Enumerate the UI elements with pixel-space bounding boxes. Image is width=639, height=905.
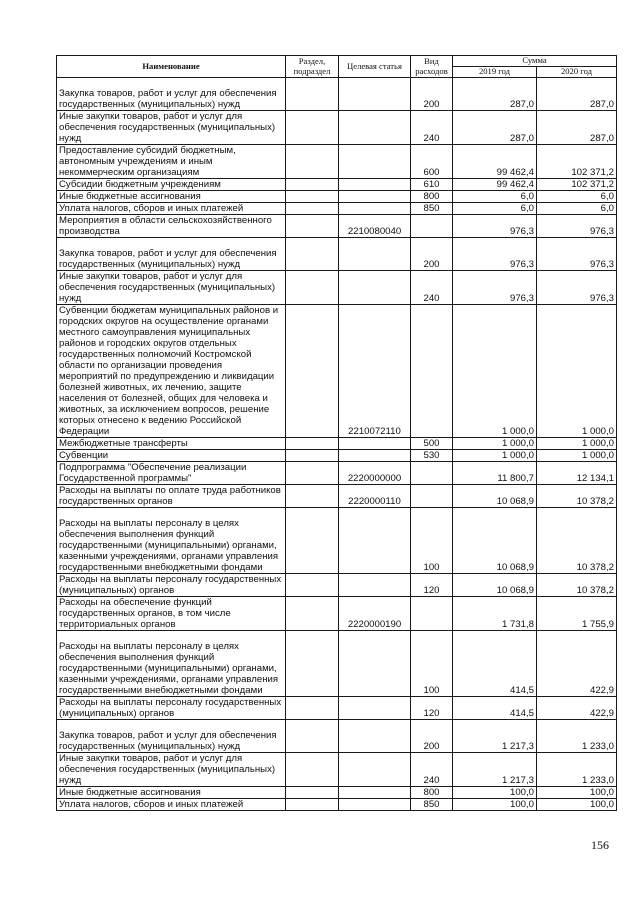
row-target: [339, 179, 411, 191]
row-amount-2019: 10 068,9: [453, 574, 537, 597]
row-amount-2019: 414,5: [453, 697, 537, 720]
row-section: [286, 597, 339, 631]
row-kind: 200: [411, 238, 453, 271]
table-header: [57, 56, 617, 78]
row-kind: 120: [411, 697, 453, 720]
row-amount-2019: 99 462,4: [453, 145, 537, 179]
row-name: Межбюджетные трансферты: [57, 438, 286, 450]
row-amount-2019: 1 217,3: [453, 720, 537, 753]
row-kind: [411, 597, 453, 631]
row-kind: 240: [411, 111, 453, 145]
row-name: Закупка товаров, работ и услуг для обеспечения государственных (муниципальных) нужд: [57, 78, 286, 111]
row-amount-2020: 1 233,0: [537, 753, 617, 787]
row-target: 2210080040: [339, 215, 411, 238]
row-target: [339, 574, 411, 597]
row-name: Иные закупки товаров, работ и услуг для обеспечения государственных (муниципальных) нужд: [57, 753, 286, 787]
row-target: [339, 191, 411, 203]
row-amount-2020: 287,0: [537, 111, 617, 145]
table-row: [57, 597, 617, 631]
table-row: [57, 145, 617, 179]
row-target: 2220000000: [339, 462, 411, 485]
row-section: [286, 485, 339, 508]
row-amount-2020: 976,3: [537, 215, 617, 238]
row-target: [339, 450, 411, 462]
table-row: [57, 215, 617, 238]
row-amount-2020: 976,3: [537, 271, 617, 305]
budget-table: [56, 55, 617, 811]
row-name: Расходы на выплаты персоналу государственных (муниципальных) органов: [57, 574, 286, 597]
table-row: [57, 238, 617, 271]
table-row: [57, 720, 617, 753]
table-row: [57, 271, 617, 305]
row-name: Предоставление субсидий бюджетным, автономным учреждениям и иным некоммерческим организациям: [57, 145, 286, 179]
row-target: [339, 799, 411, 811]
row-section: [286, 631, 339, 697]
row-section: [286, 462, 339, 485]
row-section: [286, 271, 339, 305]
row-amount-2019: 976,3: [453, 271, 537, 305]
row-amount-2019: 976,3: [453, 215, 537, 238]
header-target: Целевая статья: [339, 56, 411, 78]
row-name: Расходы на обеспечение функций государственных органов, в том числе территориальных органов: [57, 597, 286, 631]
row-amount-2019: 1 000,0: [453, 450, 537, 462]
row-amount-2019: 11 800,7: [453, 462, 537, 485]
row-amount-2019: 1 217,3: [453, 753, 537, 787]
row-name: Расходы на выплаты персоналу в целях обеспечения выполнения функций государственными (муниципальными) органами, казенными учреждениями, органами управления государственными внебюджетными фондами: [57, 631, 286, 697]
row-kind: 100: [411, 631, 453, 697]
row-name: Субвенции бюджетам муниципальных районов и городских округов на осуществление органами местного самоуправления муниципальных районов и городских округов отдельных государственных полномочий Костромской области по организации проведения мероприятий по предупреждению и ликвидации болезней животных, их лечению, защите населения от болезней, общих для человека и животных, за исключением вопросов, решение которых отнесено к ведению Российской Федерации: [57, 305, 286, 438]
row-amount-2019: 287,0: [453, 111, 537, 145]
row-kind: 600: [411, 145, 453, 179]
row-target: [339, 697, 411, 720]
row-amount-2020: 10 378,2: [537, 508, 617, 574]
row-section: [286, 787, 339, 799]
row-kind: 200: [411, 720, 453, 753]
row-kind: 850: [411, 203, 453, 215]
row-section: [286, 191, 339, 203]
table-row: [57, 305, 617, 438]
row-amount-2020: 1 000,0: [537, 438, 617, 450]
row-target: 2220000190: [339, 597, 411, 631]
row-name: Иные закупки товаров, работ и услуг для обеспечения государственных (муниципальных) нужд: [57, 111, 286, 145]
row-kind: [411, 215, 453, 238]
row-name: Иные бюджетные ассигнования: [57, 191, 286, 203]
table-row: [57, 191, 617, 203]
row-name: Уплата налогов, сборов и иных платежей: [57, 203, 286, 215]
header-section: Раздел, подраздел: [286, 56, 339, 78]
table-row: [57, 450, 617, 462]
table-row: [57, 462, 617, 485]
row-amount-2019: 6,0: [453, 203, 537, 215]
table-body: [57, 78, 617, 811]
row-section: [286, 305, 339, 438]
row-amount-2020: 10 378,2: [537, 485, 617, 508]
header-year-2019: 2019 год: [453, 67, 537, 78]
row-amount-2020: 976,3: [537, 238, 617, 271]
row-section: [286, 78, 339, 111]
row-kind: 240: [411, 271, 453, 305]
row-amount-2020: 6,0: [537, 191, 617, 203]
row-kind: 120: [411, 574, 453, 597]
row-kind: 100: [411, 508, 453, 574]
row-amount-2020: 100,0: [537, 787, 617, 799]
row-kind: 500: [411, 438, 453, 450]
row-name: Расходы на выплаты по оплате труда работников государственных органов: [57, 485, 286, 508]
row-target: [339, 438, 411, 450]
header-year-2020: 2020 год: [537, 67, 617, 78]
row-amount-2019: 6,0: [453, 191, 537, 203]
row-kind: [411, 305, 453, 438]
row-name: Уплата налогов, сборов и иных платежей: [57, 799, 286, 811]
table-row: [57, 485, 617, 508]
row-kind: 850: [411, 799, 453, 811]
row-target: 2210072110: [339, 305, 411, 438]
row-amount-2020: 6,0: [537, 203, 617, 215]
row-amount-2020: 1 000,0: [537, 305, 617, 438]
row-amount-2019: 1 000,0: [453, 305, 537, 438]
row-amount-2019: 10 068,9: [453, 485, 537, 508]
header-name: Наименование: [57, 56, 286, 78]
row-amount-2019: 100,0: [453, 787, 537, 799]
row-amount-2020: 10 378,2: [537, 574, 617, 597]
row-section: [286, 799, 339, 811]
row-amount-2019: 1 000,0: [453, 438, 537, 450]
row-section: [286, 215, 339, 238]
row-amount-2019: 99 462,4: [453, 179, 537, 191]
row-name: Расходы на выплаты персоналу государственных (муниципальных) органов: [57, 697, 286, 720]
row-kind: 800: [411, 787, 453, 799]
row-name: Подпрограмма "Обеспечение реализации Государственной программы": [57, 462, 286, 485]
row-amount-2020: 102 371,2: [537, 179, 617, 191]
row-amount-2020: 100,0: [537, 799, 617, 811]
table-row: [57, 753, 617, 787]
row-amount-2020: 422,9: [537, 631, 617, 697]
header-sum: Сумма: [453, 56, 617, 67]
row-name: Расходы на выплаты персоналу в целях обеспечения выполнения функций государственными (муниципальными) органами, казенными учреждениями, органами управления государственными внебюджетными фондами: [57, 508, 286, 574]
row-section: [286, 508, 339, 574]
row-amount-2019: 287,0: [453, 78, 537, 111]
row-kind: 610: [411, 179, 453, 191]
table-row: [57, 508, 617, 574]
row-section: [286, 720, 339, 753]
table-row: [57, 179, 617, 191]
page-number: 156: [591, 838, 609, 852]
row-section: [286, 450, 339, 462]
row-amount-2019: 976,3: [453, 238, 537, 271]
row-kind: 240: [411, 753, 453, 787]
row-name: Субсидии бюджетным учреждениям: [57, 179, 286, 191]
row-amount-2020: 422,9: [537, 697, 617, 720]
row-target: [339, 720, 411, 753]
row-section: [286, 203, 339, 215]
row-amount-2019: 10 068,9: [453, 508, 537, 574]
row-target: [339, 203, 411, 215]
row-target: [339, 111, 411, 145]
row-target: [339, 78, 411, 111]
row-amount-2020: 287,0: [537, 78, 617, 111]
header-kind: Вид расходов: [411, 56, 453, 78]
table-row: [57, 111, 617, 145]
table-row: [57, 438, 617, 450]
row-kind: [411, 485, 453, 508]
table-row: [57, 574, 617, 597]
row-target: [339, 271, 411, 305]
row-name: Субвенции: [57, 450, 286, 462]
row-section: [286, 697, 339, 720]
row-kind: 200: [411, 78, 453, 111]
row-target: [339, 238, 411, 271]
table-row: [57, 631, 617, 697]
row-name: Иные бюджетные ассигнования: [57, 787, 286, 799]
row-name: Мероприятия в области сельскохозяйственного производства: [57, 215, 286, 238]
row-section: [286, 145, 339, 179]
table-row: [57, 78, 617, 111]
row-target: 2220000110: [339, 485, 411, 508]
row-amount-2019: 1 731,8: [453, 597, 537, 631]
row-section: [286, 238, 339, 271]
table-row: [57, 697, 617, 720]
row-amount-2020: 12 134,1: [537, 462, 617, 485]
row-section: [286, 438, 339, 450]
row-amount-2020: 1 755,9: [537, 597, 617, 631]
row-target: [339, 145, 411, 179]
row-amount-2020: 102 371,2: [537, 145, 617, 179]
row-name: Закупка товаров, работ и услуг для обеспечения государственных (муниципальных) нужд: [57, 238, 286, 271]
row-target: [339, 753, 411, 787]
row-kind: [411, 462, 453, 485]
table-row: [57, 787, 617, 799]
row-amount-2020: 1 000,0: [537, 450, 617, 462]
row-target: [339, 508, 411, 574]
row-kind: 800: [411, 191, 453, 203]
row-target: [339, 787, 411, 799]
row-section: [286, 574, 339, 597]
row-amount-2019: 100,0: [453, 799, 537, 811]
table-row: [57, 203, 617, 215]
row-kind: 530: [411, 450, 453, 462]
row-section: [286, 753, 339, 787]
row-amount-2020: 1 233,0: [537, 720, 617, 753]
row-amount-2019: 414,5: [453, 631, 537, 697]
row-section: [286, 179, 339, 191]
table-row: [57, 799, 617, 811]
row-section: [286, 111, 339, 145]
row-target: [339, 631, 411, 697]
row-name: Закупка товаров, работ и услуг для обеспечения государственных (муниципальных) нужд: [57, 720, 286, 753]
row-name: Иные закупки товаров, работ и услуг для обеспечения государственных (муниципальных) нужд: [57, 271, 286, 305]
